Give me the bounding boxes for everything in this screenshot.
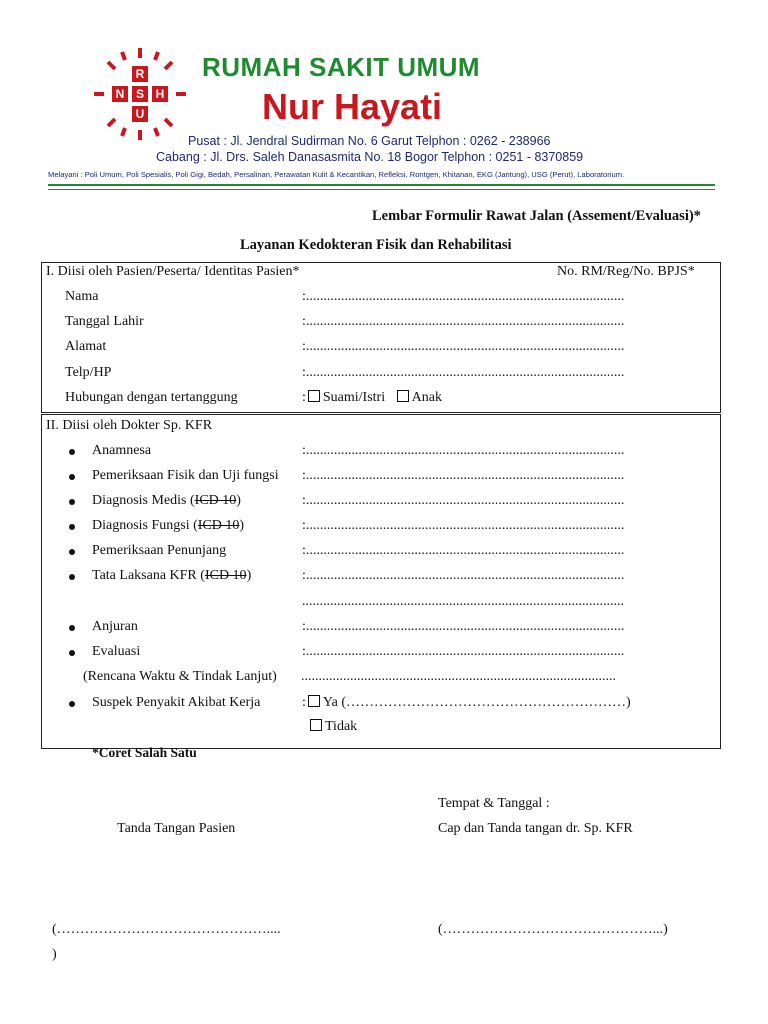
item-label-pemeriksaan-fisik: Pemeriksaan Fisik dan Uji fungsi (92, 468, 279, 483)
suspek-colon: : (302, 695, 306, 710)
field-pemeriksaan-fisik[interactable]: :........................................................................................... (302, 468, 625, 483)
field-label-nama: Nama (65, 289, 99, 304)
field-diagnosis-medis[interactable]: :........................................................................................... (302, 493, 625, 508)
logo-letter-r: R (135, 67, 145, 81)
option-tidak: Tidak (325, 719, 358, 734)
field-label-telp: Telp/HP (65, 365, 112, 380)
checkbox-anak[interactable] (397, 390, 409, 402)
item-label-diagnosis-medis (92, 493, 241, 509)
field-label-tanggal-lahir: Tanggal Lahir (65, 314, 144, 329)
bullet (69, 524, 75, 530)
option-suami-istri: Suami/Istri (322, 390, 386, 405)
field-alamat[interactable]: :........................................................................................... (302, 339, 625, 354)
struck-icd: ICD 10 (197, 518, 240, 533)
label-close: ) (236, 493, 241, 508)
relation-colon: : (302, 390, 306, 405)
item-label-evaluasi: Evaluasi (92, 644, 141, 659)
sign-line-doctor[interactable]: (………………………………………...) (438, 922, 668, 937)
item-label-pemeriksaan-penunjang: Pemeriksaan Penunjang (92, 543, 227, 558)
label-text: Tata Laksana KFR ( (92, 568, 205, 583)
services-line: Melayani : Poli Umum, Poli Spesialis, Poli Gigi, Bedah, Persalinan, Perawatan Kulit & Kecantikan, Refleksi, Rontgen, Khitanan, EKG (Jantung), USG (Perut), Laboratorium. (48, 170, 625, 179)
bullet (69, 650, 75, 656)
sign-patient-label: Tanda Tangan Pasien (117, 821, 236, 836)
field-tata-laksana-cont[interactable]: ............................................................................................ (302, 594, 624, 609)
field-pemeriksaan-penunjang[interactable]: :........................................................................................... (302, 543, 625, 558)
bullet (69, 549, 75, 555)
hospital-subname: Nur Hayati (262, 86, 443, 127)
item-label-anamnesa: Anamnesa (92, 443, 152, 458)
checkbox-suami-istri[interactable] (308, 390, 320, 402)
logo-letter-u: U (135, 107, 145, 121)
sign-doctor-label: Cap dan Tanda tangan dr. Sp. KFR (438, 821, 633, 836)
field-evaluasi[interactable]: :........................................................................................... (302, 644, 625, 659)
item-label-anjuran: Anjuran (92, 619, 138, 634)
field-anamnesa[interactable]: :........................................................................................... (302, 443, 625, 458)
form-subtitle: Layanan Kedokteran Fisik dan Rehabilitasi (240, 237, 512, 253)
label-text: Diagnosis Fungsi ( (92, 518, 198, 533)
relation-options (302, 390, 442, 406)
field-tanggal-lahir[interactable]: :........................................................................................... (302, 314, 625, 329)
header-divider-thin (48, 189, 715, 190)
header-divider (48, 184, 715, 186)
evaluasi-note: (Rencana Waktu & Tindak Lanjut) (83, 669, 277, 684)
field-telp[interactable]: :........................................................................................... (302, 365, 625, 380)
field-evaluasi-cont[interactable]: .......................................................................................... (301, 669, 616, 684)
suspek-yes-option (302, 695, 631, 711)
item-label-tata-laksana (92, 568, 251, 584)
sign-line-patient[interactable]: (……………………………………….... (52, 922, 281, 937)
struck-icd: ICD 10 (204, 568, 247, 583)
field-label-hubungan: Hubungan dengan tertanggung (65, 390, 238, 405)
hospital-logo (92, 46, 188, 142)
bullet (69, 474, 75, 480)
checkbox-tidak[interactable] (310, 719, 322, 731)
checkbox-ya[interactable] (308, 695, 320, 707)
field-anjuran[interactable]: :........................................................................................... (302, 619, 625, 634)
field-label-alamat: Alamat (65, 339, 107, 354)
field-nama[interactable]: :........................................................................................... (302, 289, 625, 304)
item-label-suspek: Suspek Penyakit Akibat Kerja (92, 695, 261, 710)
section-doctor-heading: II. Diisi oleh Dokter Sp. KFR (46, 418, 213, 433)
option-ya: Ya (……………………………………………………) (322, 695, 631, 710)
bullet (69, 499, 75, 505)
form-title: Lembar Formulir Rawat Jalan (Assement/Evaluasi)* (372, 208, 701, 224)
hospital-name: RUMAH SAKIT UMUM (202, 52, 481, 82)
field-diagnosis-fungsi[interactable]: :........................................................................................... (302, 518, 625, 533)
suspek-no-option (308, 719, 357, 735)
address-branch: Cabang : Jl. Drs. Saleh Danasasmita No. 18 Bogor Telphon : 0251 - 8370859 (156, 150, 584, 164)
record-number-label: No. RM/Reg/No. BPJS* (557, 264, 695, 279)
section-patient-heading: I. Diisi oleh Pasien/Peserta/ Identitas Pasien* (46, 264, 300, 279)
label-text: Diagnosis Medis ( (92, 493, 195, 508)
field-tata-laksana[interactable]: :........................................................................................... (302, 568, 625, 583)
option-anak: Anak (411, 390, 442, 405)
bullet (69, 449, 75, 455)
logo-letter-h: H (155, 87, 165, 101)
logo-letter-s: S (135, 87, 145, 101)
note-coret: *Coret Salah Satu (92, 745, 197, 760)
struck-icd: ICD 10 (194, 493, 237, 508)
bullet (69, 574, 75, 580)
sign-line-patient-close: ) (52, 947, 57, 962)
item-label-diagnosis-fungsi (92, 518, 244, 534)
bullet (69, 625, 75, 631)
label-close: ) (246, 568, 252, 583)
address-main: Pusat : Jl. Jendral Sudirman No. 6 Garut Telphon : 0262 - 238966 (188, 134, 551, 148)
bullet (69, 701, 75, 707)
place-date-label: Tempat & Tanggal : (438, 796, 550, 811)
label-close: ) (239, 518, 245, 533)
logo-letter-n: N (115, 87, 125, 101)
